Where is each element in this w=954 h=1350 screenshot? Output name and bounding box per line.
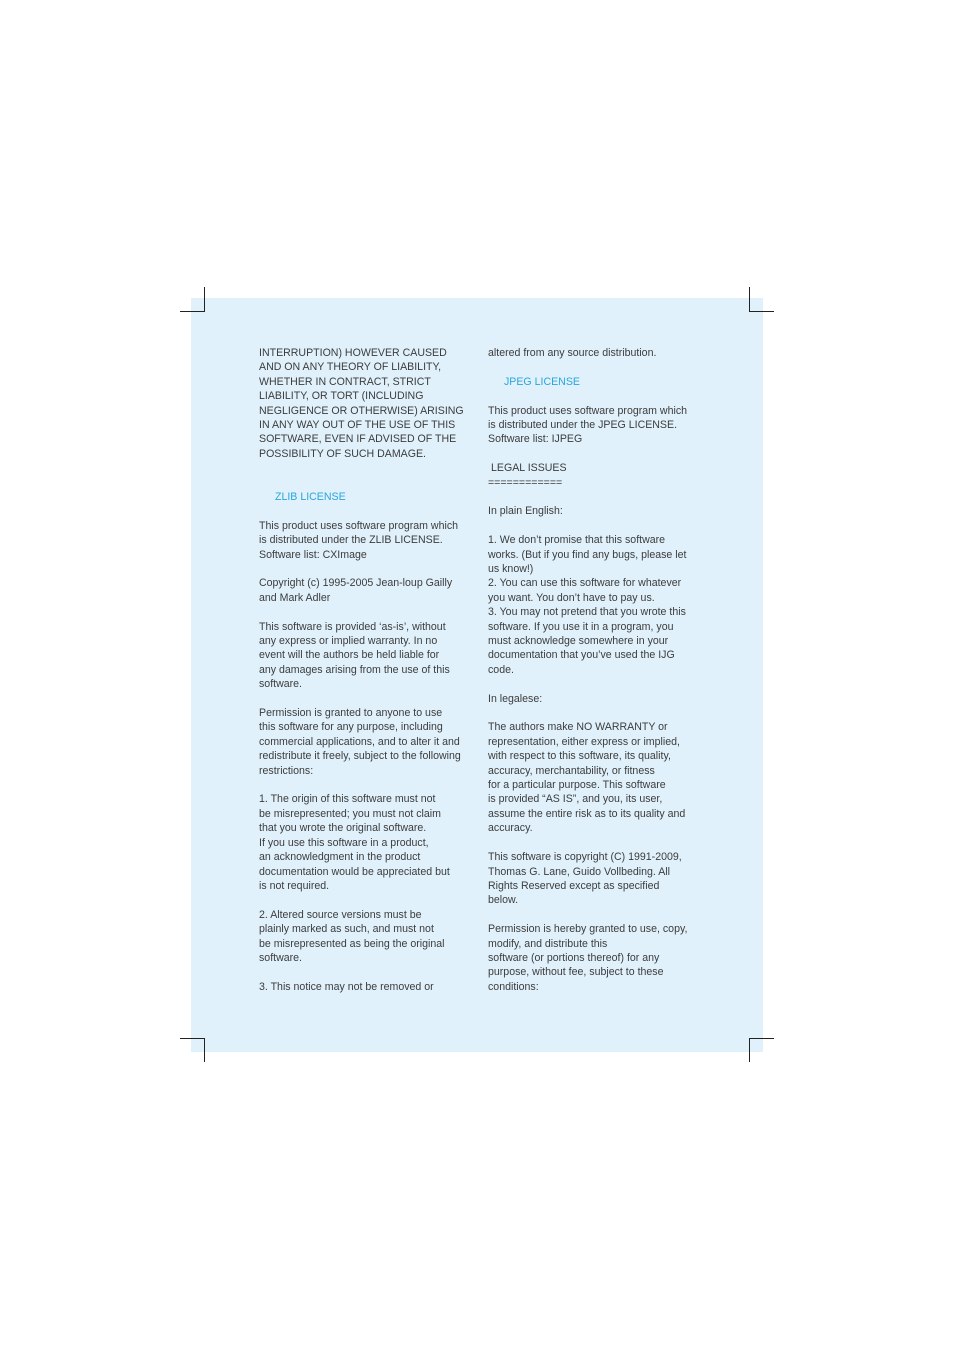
text-line: 2. You can use this software for whatever	[488, 577, 682, 590]
text-line: This product uses software program which	[259, 519, 459, 532]
text-line: event will the authors be held liable for	[259, 649, 440, 662]
text-line: redistribute it freely, subject to the following	[259, 750, 461, 763]
jpeg-copyright-paragraph	[488, 850, 702, 908]
crop-mark-bottom-left-vertical	[204, 1038, 205, 1062]
legal-issues-heading: LEGAL ISSUES	[491, 462, 567, 475]
text-line: be misrepresented as being the original	[259, 937, 445, 950]
jpeg-permission-paragraph	[488, 922, 702, 994]
text-line: modify, and distribute this	[488, 937, 608, 950]
text-line: software (or portions thereof) for any	[488, 951, 660, 964]
text-line: Permission is granted to anyone to use	[259, 707, 443, 720]
text-line: Thomas G. Lane, Guido Vollbeding. All	[488, 865, 670, 878]
text-line: assume the entire risk as to its quality and	[488, 807, 686, 820]
jpeg-license-heading: JPEG LICENSE	[504, 375, 580, 388]
text-line: software.	[259, 678, 302, 691]
jpeg-warranty-paragraph	[488, 720, 702, 835]
text-line: 1. The origin of this software must not	[259, 793, 436, 806]
zlib-restriction-3-continuation: altered from any source distribution.	[488, 347, 657, 359]
text-line: accuracy, merchantability, or fitness	[488, 764, 655, 777]
right-column	[488, 346, 702, 994]
text-line: 3. You may not pretend that you wrote this	[488, 606, 686, 619]
text-line: any express or implied warranty. In no	[259, 635, 438, 648]
zlib-copyright-paragraph	[259, 576, 471, 605]
crop-mark-bottom-right-vertical	[749, 1038, 750, 1062]
crop-mark-top-right-horizontal	[749, 311, 774, 312]
text-line: software.	[259, 951, 302, 964]
text-line: is distributed under the JPEG LICENSE.	[488, 419, 678, 431]
text-line: code.	[488, 663, 514, 676]
crop-mark-bottom-right-horizontal	[749, 1038, 774, 1039]
jpeg-intro-paragraph	[488, 404, 702, 447]
text-line: Permission is hereby granted to use, copy,	[488, 923, 688, 936]
text-line: must acknowledge somewhere in your	[488, 635, 669, 648]
zlib-restriction-1	[259, 792, 471, 893]
zlib-permission-paragraph	[259, 706, 471, 778]
text-line: is distributed under the ZLIB LICENSE.	[259, 534, 443, 547]
text-line: Rights Reserved except as specified	[488, 879, 660, 892]
text-line: documentation that you’ve used the IJG	[488, 649, 675, 662]
crop-mark-top-right-vertical	[749, 287, 750, 311]
text-line: LIABILITY, OR TORT (INCLUDING	[259, 390, 424, 403]
text-line: restrictions:	[259, 764, 314, 777]
text-line: and Mark Adler	[259, 591, 331, 604]
text-line: purpose, without fee, subject to these	[488, 966, 664, 979]
text-line: If you use this software in a product,	[259, 836, 429, 849]
zlib-restriction-3	[259, 980, 471, 994]
zlib-restriction-2	[259, 908, 471, 966]
text-line: is provided “AS IS”, and you, its user,	[488, 793, 663, 806]
text-line: plainly marked as such, and must not	[259, 923, 434, 936]
text-line: This software is copyright (C) 1991-2009,	[488, 851, 682, 864]
text-line: This software is provided ‘as-is’, without	[259, 620, 446, 633]
crop-mark-top-left-vertical	[204, 287, 205, 311]
text-line: Software list: CXImage	[259, 548, 367, 561]
text-line: documentation would be appreciated but	[259, 865, 450, 878]
text-line: us know!)	[488, 563, 534, 576]
text-line: 2. Altered source versions must be	[259, 908, 422, 921]
legalese-label: In legalese:	[488, 692, 543, 705]
plain-english-list	[488, 533, 702, 677]
text-line: that you wrote the original software.	[259, 822, 427, 835]
text-line: SOFTWARE, EVEN IF ADVISED OF THE	[259, 433, 457, 446]
text-line: an acknowledgment in the product	[259, 851, 421, 864]
text-line: any damages arising from the use of this	[259, 663, 450, 676]
text-line: be misrepresented; you must not claim	[259, 807, 441, 820]
text-line: Software list: IJPEG	[488, 433, 583, 446]
text-line: 3. This notice may not be removed or	[259, 980, 434, 993]
text-line: software. If you use it in a program, you	[488, 620, 674, 633]
text-line: conditions:	[488, 980, 539, 993]
crop-mark-bottom-left-horizontal	[180, 1038, 205, 1039]
plain-english-label: In plain English:	[488, 505, 563, 518]
text-line: This product uses software program which	[488, 404, 688, 417]
text-line: below.	[488, 894, 519, 907]
text-line: works. (But if you find any bugs, please let	[488, 548, 687, 561]
text-line: for a particular purpose. This software	[488, 779, 666, 792]
text-line: WHETHER IN CONTRACT, STRICT	[259, 375, 431, 388]
text-line: POSSIBILITY OF SUCH DAMAGE.	[259, 447, 426, 460]
liability-paragraph	[259, 346, 471, 461]
crop-mark-top-left-horizontal	[180, 311, 205, 312]
text-line: INTERRUPTION) HOWEVER CAUSED	[259, 347, 447, 359]
text-line: representation, either express or implied,	[488, 735, 680, 748]
text-line: is not required.	[259, 879, 330, 892]
text-line: 1. We don’t promise that this software	[488, 534, 666, 547]
text-line: you want. You don’t have to pay us.	[488, 591, 655, 604]
text-line: this software for any purpose, including	[259, 721, 443, 734]
zlib-license-heading: ZLIB LICENSE	[275, 491, 346, 504]
text-line: accuracy.	[488, 822, 533, 835]
legal-issues-rule: ============	[488, 476, 563, 489]
text-line: The authors make NO WARRANTY or	[488, 721, 668, 734]
text-line: with respect to this software, its quality,	[488, 750, 671, 763]
zlib-warranty-paragraph	[259, 620, 471, 692]
text-line: AND ON ANY THEORY OF LIABILITY,	[259, 361, 442, 374]
text-line: Copyright (c) 1995-2005 Jean-loup Gailly	[259, 577, 453, 590]
text-line: commercial applications, and to alter it and	[259, 735, 460, 748]
text-line: IN ANY WAY OUT OF THE USE OF THIS	[259, 419, 456, 432]
text-line: NEGLIGENCE OR OTHERWISE) ARISING	[259, 404, 464, 417]
left-column	[259, 346, 471, 994]
zlib-intro-paragraph	[259, 519, 471, 562]
